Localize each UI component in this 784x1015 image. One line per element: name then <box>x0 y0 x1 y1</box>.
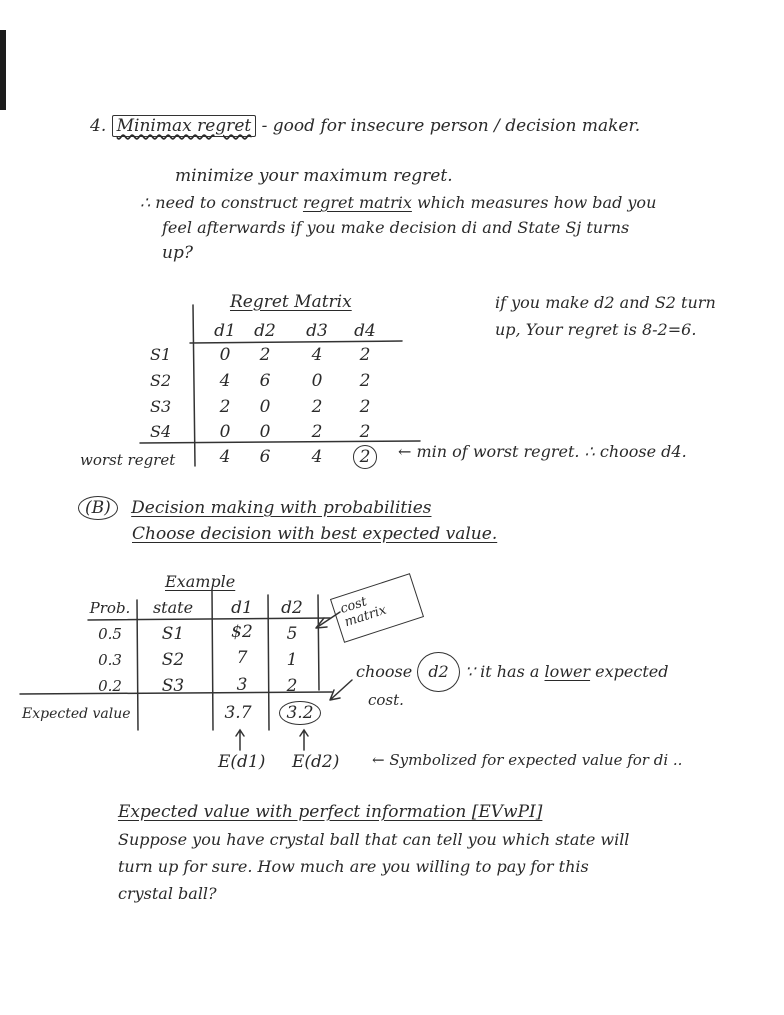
section-number: 4. <box>90 116 107 136</box>
row-label: S4 <box>150 422 172 441</box>
worst-cell: 4 <box>219 447 231 467</box>
minimax-title-rest: - good for insecure person / decision maker. <box>261 116 641 136</box>
cost-matrix-arrow <box>316 612 340 628</box>
expected-d2-circle: 3.2 <box>279 701 320 725</box>
row-label: S1 <box>150 345 172 364</box>
table-cell: 2 <box>359 397 371 417</box>
table-cell: 2 <box>359 422 371 442</box>
example-header-rule <box>88 618 330 620</box>
header-cell: Prob. <box>89 599 131 617</box>
expected-word: expected <box>595 662 669 681</box>
minimax-title: Minimax regret <box>112 115 257 137</box>
header-cell: d2 <box>281 598 303 618</box>
regret-vertical-rule <box>193 305 195 466</box>
table-cell: 0 <box>311 371 323 391</box>
choose-arrow <box>330 680 352 700</box>
row-label: S2 <box>150 371 172 390</box>
worst-regret-label: worst regret <box>80 451 176 469</box>
e-d2-label: E(d2) <box>292 752 340 772</box>
table-cell: 0 <box>219 422 231 442</box>
section-b-label: (B) <box>78 496 118 520</box>
worst-cell: 6 <box>259 447 271 467</box>
example-col-rule <box>137 600 138 730</box>
regret-header-rule <box>190 341 402 343</box>
d1-cell: 3 <box>236 675 248 695</box>
choose-post: ∵ it has a <box>464 662 540 681</box>
choose-d2-circle: d2 <box>417 652 459 692</box>
table-cell: 0 <box>259 397 271 417</box>
col-header: d3 <box>306 321 328 341</box>
table-cell: 2 <box>219 397 231 417</box>
expected-value-label: Expected value <box>22 706 131 722</box>
col-header: d1 <box>214 321 236 341</box>
regret-matrix-term: regret matrix <box>302 193 412 212</box>
example-col-rule <box>268 595 269 730</box>
table-cell: 2 <box>359 345 371 365</box>
d2-cell: 5 <box>286 624 298 644</box>
worst-cell: 4 <box>311 447 323 467</box>
symbol-note: ← Symbolized for expected value for di .. <box>372 751 683 769</box>
table-cell: 2 <box>259 345 271 365</box>
table-cell: 2 <box>311 397 323 417</box>
d2-cell: 2 <box>286 676 298 696</box>
prob-cell: 0.5 <box>98 625 122 643</box>
minimax-line-2-pre: ∴ need to construct <box>140 193 298 212</box>
section-b-subtitle: Choose decision with best expected value. <box>132 524 498 544</box>
evwpi-line-1: Suppose you have crystal ball that can tell you which state will <box>118 830 630 849</box>
col-header: d2 <box>254 321 276 341</box>
row-label: S3 <box>150 397 172 416</box>
minimax-line-4: up? <box>162 243 193 263</box>
minimax-line-2-post: which measures how bad you <box>416 193 657 212</box>
cost-matrix-text: cost matrix <box>338 594 389 631</box>
state-cell: S2 <box>161 650 185 670</box>
d1-cell: 7 <box>236 648 248 668</box>
table-cell: 4 <box>219 371 231 391</box>
example-expected-rule <box>20 692 332 694</box>
header-cell: d1 <box>231 598 253 618</box>
table-cell: 4 <box>311 345 323 365</box>
state-cell: S3 <box>161 676 185 696</box>
example-title: Example <box>165 572 236 591</box>
worst-regret-note: ← min of worst regret. ∴ choose d4. <box>398 442 687 461</box>
lower-word: lower <box>544 662 591 681</box>
state-cell: S1 <box>161 624 185 644</box>
minimax-line-1: minimize your maximum regret. <box>175 166 453 186</box>
table-cell: 0 <box>259 422 271 442</box>
d2-cell: 1 <box>286 650 298 670</box>
e-d1-label: E(d1) <box>218 752 266 772</box>
regret-worst-rule <box>140 441 420 443</box>
prob-cell: 0.3 <box>98 651 122 669</box>
regret-note-line-1: if you make d2 and S2 turn <box>495 293 716 312</box>
regret-note-line-2: up, Your regret is 8-2=6. <box>495 320 697 339</box>
table-cell: 2 <box>311 422 323 442</box>
evwpi-line-2: turn up for sure. How much are you willing to pay for this <box>118 857 589 876</box>
chosen-circle: 2 <box>353 445 378 469</box>
e-d2-arrow <box>300 730 308 750</box>
evwpi-title: Expected value with perfect information [EVwPI] <box>118 802 543 822</box>
d1-cell: $2 <box>231 622 253 642</box>
col-header: d4 <box>354 321 376 341</box>
section-b-title: Decision making with probabilities <box>131 498 432 518</box>
table-cell: 2 <box>359 371 371 391</box>
example-col-rule <box>212 590 213 730</box>
prob-cell: 0.2 <box>98 677 122 695</box>
choose-line-2: cost. <box>368 691 404 709</box>
expected-d1: 3.7 <box>224 703 252 723</box>
example-col-rule <box>318 595 319 690</box>
e-d1-arrow <box>236 730 244 750</box>
table-cell: 6 <box>259 371 271 391</box>
evwpi-line-3: crystal ball? <box>118 884 217 903</box>
table-cell: 0 <box>219 345 231 365</box>
header-cell: state <box>152 598 194 617</box>
minimax-line-3: feel afterwards if you make decision di and State Sj turns <box>162 218 630 237</box>
choose-pre: choose <box>356 662 413 681</box>
regret-table-title: Regret Matrix <box>230 292 352 312</box>
